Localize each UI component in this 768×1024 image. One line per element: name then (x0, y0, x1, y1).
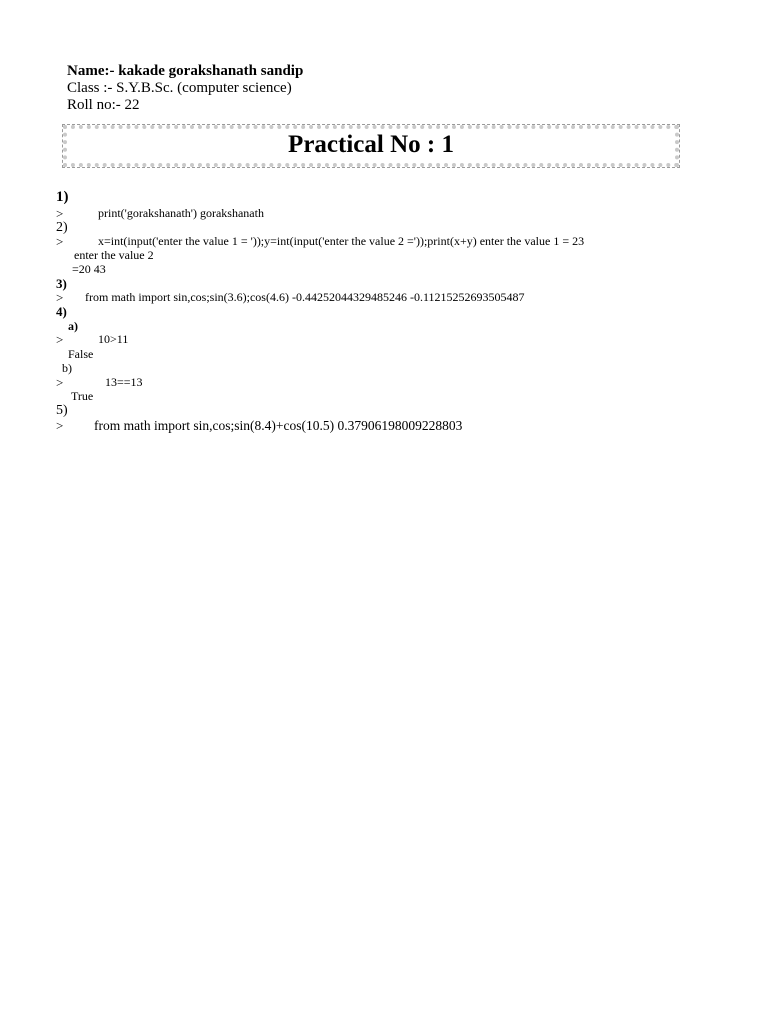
item-2-output-2: =20 43 (72, 262, 106, 276)
prompt-marker: > (56, 290, 64, 305)
item-5-label: 5) (56, 403, 68, 418)
student-roll: Roll no:- 22 (67, 97, 140, 113)
item-4b-code: 13==13 (105, 375, 143, 389)
item-2-output-1: enter the value 2 (74, 248, 154, 262)
item-3-code: from math import sin,cos;sin(3.6);cos(4.6) -0.44252044329485246 -0.11215252693505487 (85, 290, 525, 304)
item-4b-result: True (71, 389, 94, 403)
student-name: Name:- kakade gorakshanath sandip (67, 63, 304, 79)
item-1-code: print('gorakshanath') gorakshanath (98, 206, 264, 220)
item-4b-label: b) (62, 361, 72, 375)
item-2-label: 2) (56, 220, 68, 235)
prompt-marker: > (56, 234, 64, 249)
item-4a-result: False (68, 347, 94, 361)
item-4a-code: 10>11 (98, 332, 129, 346)
student-class: Class :- S.Y.B.Sc. (computer science) (67, 80, 292, 96)
prompt-marker: > (56, 206, 64, 221)
prompt-marker: > (56, 375, 64, 390)
item-4-label: 4) (56, 304, 67, 319)
prompt-marker: > (56, 332, 64, 347)
item-5-code: from math import sin,cos;sin(8.4)+cos(10.5) 0.37906198009228803 (94, 418, 463, 433)
prompt-marker: > (56, 418, 64, 433)
item-4a-label: a) (68, 319, 78, 333)
item-1-label: 1) (56, 189, 69, 205)
item-2-code: x=int(input('enter the value 1 = '));y=int(input('enter the value 2 ='));print(x+y) enter the value 1 = 23 (98, 234, 585, 248)
practical-title: Practical No : 1 (288, 131, 454, 158)
item-3-label: 3) (56, 276, 67, 291)
title-banner (62, 124, 680, 168)
